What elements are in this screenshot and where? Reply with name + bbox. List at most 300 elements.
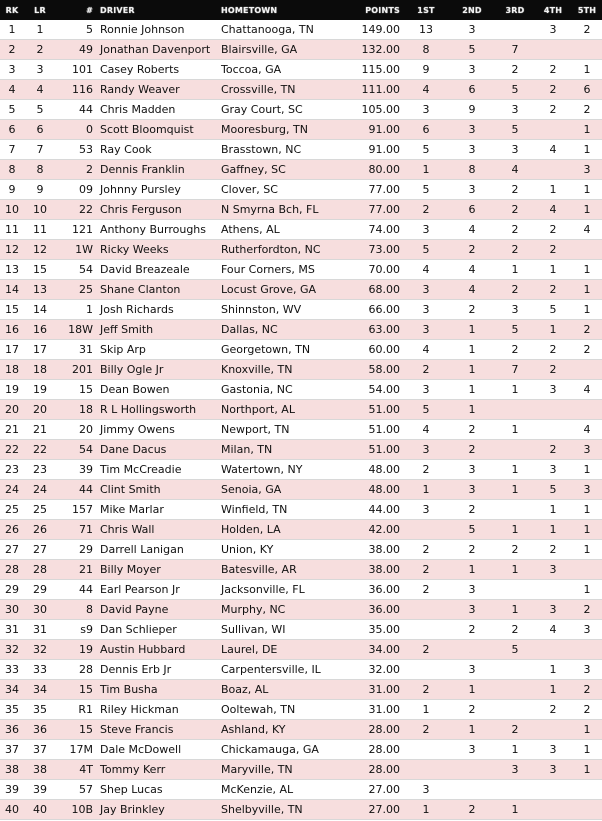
table-row [0, 540, 602, 560]
cell-driver: Billy Moyer [97, 560, 218, 580]
cell-fourth: 2 [534, 700, 572, 720]
cell-driver: Ricky Weeks [97, 240, 218, 260]
cell-fourth: 2 [534, 220, 572, 240]
cell-hometown: Ooltewah, TN [218, 700, 336, 720]
cell-driver: Casey Roberts [97, 60, 218, 80]
cell-third: 1 [496, 800, 534, 820]
cell-rank: 36 [0, 720, 24, 740]
cell-fifth: 1 [572, 60, 602, 80]
cell-last-rank: 14 [24, 300, 56, 320]
cell-first: 2 [404, 560, 448, 580]
cell-hometown: Gray Court, SC [218, 100, 336, 120]
cell-driver: Ronnie Johnson [97, 20, 218, 40]
cell-rank: 23 [0, 460, 24, 480]
cell-hometown: Boaz, AL [218, 680, 336, 700]
cell-first [404, 740, 448, 760]
cell-car-number: 101 [56, 60, 97, 80]
cell-fifth [572, 560, 602, 580]
cell-rank: 39 [0, 780, 24, 800]
cell-points: 73.00 [336, 240, 404, 260]
cell-second: 8 [448, 160, 496, 180]
cell-first: 13 [404, 20, 448, 40]
cell-fourth [534, 420, 572, 440]
cell-last-rank: 2 [24, 40, 56, 60]
cell-driver: Tim Busha [97, 680, 218, 700]
cell-car-number: 28 [56, 660, 97, 680]
table-row [0, 300, 602, 320]
cell-hometown: Toccoa, GA [218, 60, 336, 80]
cell-points: 51.00 [336, 400, 404, 420]
table-row [0, 640, 602, 660]
cell-car-number: 201 [56, 360, 97, 380]
cell-rank: 24 [0, 480, 24, 500]
cell-first: 4 [404, 260, 448, 280]
cell-car-number: 5 [56, 20, 97, 40]
cell-hometown: Holden, LA [218, 520, 336, 540]
cell-driver: Dennis Erb Jr [97, 660, 218, 680]
cell-points: 68.00 [336, 280, 404, 300]
cell-last-rank: 20 [24, 400, 56, 420]
cell-first: 3 [404, 320, 448, 340]
cell-driver: Darrell Lanigan [97, 540, 218, 560]
cell-hometown: Newport, TN [218, 420, 336, 440]
cell-hometown: Northport, AL [218, 400, 336, 420]
cell-driver: Dennis Franklin [97, 160, 218, 180]
cell-car-number: 18W [56, 320, 97, 340]
cell-third: 2 [496, 240, 534, 260]
cell-car-number: 25 [56, 280, 97, 300]
cell-rank: 38 [0, 760, 24, 780]
cell-last-rank: 40 [24, 800, 56, 820]
cell-third: 3 [496, 140, 534, 160]
cell-last-rank: 8 [24, 160, 56, 180]
cell-rank: 8 [0, 160, 24, 180]
cell-last-rank: 11 [24, 220, 56, 240]
cell-hometown: Winfield, TN [218, 500, 336, 520]
cell-car-number: 31 [56, 340, 97, 360]
cell-first: 1 [404, 160, 448, 180]
cell-hometown: Crossville, TN [218, 80, 336, 100]
cell-second: 2 [448, 300, 496, 320]
cell-points: 77.00 [336, 200, 404, 220]
cell-driver: Anthony Burroughs [97, 220, 218, 240]
cell-second: 1 [448, 360, 496, 380]
cell-hometown: Clover, SC [218, 180, 336, 200]
header-last-rank[interactable]: LR [24, 0, 56, 20]
header-driver[interactable]: DRIVER [97, 0, 218, 20]
cell-last-rank: 18 [24, 360, 56, 380]
cell-fifth: 4 [572, 380, 602, 400]
cell-third: 5 [496, 640, 534, 660]
cell-fourth: 2 [534, 60, 572, 80]
cell-second: 1 [448, 380, 496, 400]
cell-first: 2 [404, 460, 448, 480]
cell-rank: 18 [0, 360, 24, 380]
cell-hometown: Milan, TN [218, 440, 336, 460]
cell-second: 1 [448, 340, 496, 360]
cell-first: 3 [404, 280, 448, 300]
cell-rank: 21 [0, 420, 24, 440]
cell-car-number: 121 [56, 220, 97, 240]
cell-hometown: Locust Grove, GA [218, 280, 336, 300]
cell-fifth: 2 [572, 20, 602, 40]
cell-rank: 34 [0, 680, 24, 700]
cell-rank: 10 [0, 200, 24, 220]
cell-hometown: Carpentersville, IL [218, 660, 336, 680]
cell-driver: Chris Wall [97, 520, 218, 540]
cell-second: 4 [448, 260, 496, 280]
cell-driver: Shane Clanton [97, 280, 218, 300]
cell-first [404, 520, 448, 540]
cell-last-rank: 30 [24, 600, 56, 620]
cell-rank: 14 [0, 280, 24, 300]
cell-fifth: 6 [572, 80, 602, 100]
cell-points: 91.00 [336, 120, 404, 140]
cell-driver: Billy Ogle Jr [97, 360, 218, 380]
cell-second: 5 [448, 40, 496, 60]
cell-rank: 19 [0, 380, 24, 400]
header-hometown[interactable]: HOMETOWN [218, 0, 336, 20]
cell-points: 38.00 [336, 540, 404, 560]
cell-hometown: Rutherfordton, NC [218, 240, 336, 260]
table-row [0, 360, 602, 380]
cell-first: 2 [404, 200, 448, 220]
cell-points: 51.00 [336, 440, 404, 460]
cell-car-number: 15 [56, 680, 97, 700]
cell-third: 1 [496, 260, 534, 280]
cell-fifth: 3 [572, 620, 602, 640]
cell-first: 9 [404, 60, 448, 80]
cell-second: 2 [448, 240, 496, 260]
cell-second: 3 [448, 460, 496, 480]
cell-last-rank: 23 [24, 460, 56, 480]
cell-second: 5 [448, 520, 496, 540]
cell-third: 1 [496, 600, 534, 620]
cell-fourth [534, 720, 572, 740]
cell-first: 2 [404, 640, 448, 660]
table-row [0, 180, 602, 200]
header-first[interactable]: 1ST [404, 0, 448, 20]
cell-rank: 11 [0, 220, 24, 240]
cell-last-rank: 28 [24, 560, 56, 580]
cell-third: 1 [496, 560, 534, 580]
header-points[interactable]: POINTS [336, 0, 404, 20]
cell-rank: 28 [0, 560, 24, 580]
cell-driver: Clint Smith [97, 480, 218, 500]
cell-third: 2 [496, 540, 534, 560]
cell-fifth: 1 [572, 120, 602, 140]
cell-points: 42.00 [336, 520, 404, 540]
cell-driver: Dale McDowell [97, 740, 218, 760]
cell-fourth [534, 400, 572, 420]
table-row [0, 40, 602, 60]
cell-first: 3 [404, 220, 448, 240]
cell-first: 3 [404, 300, 448, 320]
cell-fifth [572, 400, 602, 420]
cell-second: 1 [448, 400, 496, 420]
cell-points: 80.00 [336, 160, 404, 180]
cell-hometown: Gastonia, NC [218, 380, 336, 400]
header-rank[interactable]: RK [0, 0, 24, 20]
cell-third [496, 400, 534, 420]
table-row [0, 420, 602, 440]
cell-third: 2 [496, 60, 534, 80]
cell-car-number: 20 [56, 420, 97, 440]
cell-third: 5 [496, 80, 534, 100]
cell-fifth: 3 [572, 660, 602, 680]
cell-second: 3 [448, 480, 496, 500]
header-fifth[interactable]: 5TH [572, 0, 602, 20]
cell-points: 51.00 [336, 420, 404, 440]
cell-second: 3 [448, 740, 496, 760]
cell-rank: 40 [0, 800, 24, 820]
cell-last-rank: 29 [24, 580, 56, 600]
cell-fourth: 2 [534, 360, 572, 380]
cell-points: 32.00 [336, 660, 404, 680]
table-row [0, 780, 602, 800]
cell-hometown: Four Corners, MS [218, 260, 336, 280]
cell-fourth: 2 [534, 440, 572, 460]
cell-fourth: 2 [534, 280, 572, 300]
cell-hometown: Dallas, NC [218, 320, 336, 340]
cell-fifth: 1 [572, 280, 602, 300]
cell-rank: 35 [0, 700, 24, 720]
cell-second: 2 [448, 420, 496, 440]
cell-fifth: 2 [572, 600, 602, 620]
cell-third: 1 [496, 420, 534, 440]
cell-first: 6 [404, 120, 448, 140]
cell-first: 4 [404, 80, 448, 100]
cell-rank: 5 [0, 100, 24, 120]
cell-third: 4 [496, 160, 534, 180]
cell-last-rank: 39 [24, 780, 56, 800]
cell-last-rank: 24 [24, 480, 56, 500]
cell-fifth [572, 640, 602, 660]
header-car-number[interactable]: # [56, 0, 97, 20]
cell-driver: Jeff Smith [97, 320, 218, 340]
cell-first [404, 600, 448, 620]
cell-points: 149.00 [336, 20, 404, 40]
cell-first [404, 660, 448, 680]
cell-last-rank: 26 [24, 520, 56, 540]
header-third[interactable]: 3RD [496, 0, 534, 20]
cell-first: 1 [404, 480, 448, 500]
cell-third [496, 780, 534, 800]
cell-third [496, 500, 534, 520]
cell-fourth [534, 120, 572, 140]
cell-rank: 17 [0, 340, 24, 360]
cell-driver: David Breazeale [97, 260, 218, 280]
cell-fourth [534, 580, 572, 600]
cell-second: 2 [448, 500, 496, 520]
cell-fourth: 2 [534, 240, 572, 260]
cell-second: 2 [448, 700, 496, 720]
cell-last-rank: 6 [24, 120, 56, 140]
cell-second [448, 780, 496, 800]
table-row [0, 520, 602, 540]
cell-car-number: 29 [56, 540, 97, 560]
cell-points: 28.00 [336, 720, 404, 740]
cell-third [496, 440, 534, 460]
cell-points: 58.00 [336, 360, 404, 380]
cell-fourth: 3 [534, 460, 572, 480]
table-row [0, 740, 602, 760]
table-row [0, 120, 602, 140]
cell-car-number: 157 [56, 500, 97, 520]
cell-rank: 9 [0, 180, 24, 200]
cell-third: 2 [496, 180, 534, 200]
cell-third: 5 [496, 320, 534, 340]
cell-fourth [534, 160, 572, 180]
cell-rank: 33 [0, 660, 24, 680]
table-row [0, 160, 602, 180]
cell-fourth: 2 [534, 340, 572, 360]
cell-car-number: 18 [56, 400, 97, 420]
cell-second: 3 [448, 180, 496, 200]
table-row [0, 320, 602, 340]
cell-fifth: 1 [572, 580, 602, 600]
cell-rank: 15 [0, 300, 24, 320]
cell-car-number: 15 [56, 720, 97, 740]
table-row [0, 60, 602, 80]
table-row [0, 600, 602, 620]
cell-first: 2 [404, 540, 448, 560]
cell-second: 4 [448, 280, 496, 300]
cell-third: 2 [496, 280, 534, 300]
cell-last-rank: 9 [24, 180, 56, 200]
cell-rank: 16 [0, 320, 24, 340]
cell-rank: 29 [0, 580, 24, 600]
cell-third: 2 [496, 620, 534, 640]
cell-rank: 12 [0, 240, 24, 260]
cell-car-number: 39 [56, 460, 97, 480]
cell-second: 3 [448, 20, 496, 40]
cell-fourth: 2 [534, 80, 572, 100]
cell-last-rank: 33 [24, 660, 56, 680]
cell-fourth: 4 [534, 200, 572, 220]
cell-hometown: Blairsville, GA [218, 40, 336, 60]
cell-car-number: 116 [56, 80, 97, 100]
cell-hometown: Athens, AL [218, 220, 336, 240]
header-second[interactable]: 2ND [448, 0, 496, 20]
cell-last-rank: 27 [24, 540, 56, 560]
cell-rank: 26 [0, 520, 24, 540]
cell-fifth: 3 [572, 480, 602, 500]
cell-first: 2 [404, 680, 448, 700]
cell-last-rank: 15 [24, 260, 56, 280]
cell-points: 74.00 [336, 220, 404, 240]
cell-last-rank: 37 [24, 740, 56, 760]
cell-first: 3 [404, 780, 448, 800]
cell-third [496, 680, 534, 700]
cell-hometown: Shinnston, WV [218, 300, 336, 320]
cell-driver: Ray Cook [97, 140, 218, 160]
header-fourth[interactable]: 4TH [534, 0, 572, 20]
cell-rank: 32 [0, 640, 24, 660]
cell-car-number: 19 [56, 640, 97, 660]
cell-points: 44.00 [336, 500, 404, 520]
cell-driver: Randy Weaver [97, 80, 218, 100]
header-row [0, 0, 602, 20]
cell-last-rank: 10 [24, 200, 56, 220]
cell-driver: Dane Dacus [97, 440, 218, 460]
cell-second [448, 760, 496, 780]
cell-car-number: 44 [56, 580, 97, 600]
cell-driver: Chris Madden [97, 100, 218, 120]
cell-fourth [534, 40, 572, 60]
cell-rank: 7 [0, 140, 24, 160]
table-row [0, 280, 602, 300]
cell-last-rank: 5 [24, 100, 56, 120]
table-row [0, 800, 602, 820]
cell-last-rank: 32 [24, 640, 56, 660]
cell-third: 2 [496, 220, 534, 240]
table-row [0, 200, 602, 220]
cell-fourth: 1 [534, 320, 572, 340]
cell-driver: Earl Pearson Jr [97, 580, 218, 600]
cell-hometown: Ashland, KY [218, 720, 336, 740]
table-row [0, 220, 602, 240]
cell-first: 4 [404, 420, 448, 440]
cell-fourth: 5 [534, 300, 572, 320]
cell-first: 5 [404, 180, 448, 200]
cell-points: 63.00 [336, 320, 404, 340]
cell-car-number: 71 [56, 520, 97, 540]
cell-first: 3 [404, 100, 448, 120]
cell-fifth: 1 [572, 200, 602, 220]
cell-second: 6 [448, 80, 496, 100]
cell-last-rank: 36 [24, 720, 56, 740]
cell-fifth [572, 780, 602, 800]
cell-points: 38.00 [336, 560, 404, 580]
cell-hometown: Sullivan, WI [218, 620, 336, 640]
cell-fifth: 1 [572, 460, 602, 480]
table-row [0, 620, 602, 640]
cell-fifth: 1 [572, 720, 602, 740]
cell-fourth: 2 [534, 540, 572, 560]
cell-second [448, 640, 496, 660]
cell-first: 3 [404, 500, 448, 520]
cell-third: 3 [496, 760, 534, 780]
cell-third: 2 [496, 340, 534, 360]
cell-driver: Tim McCreadie [97, 460, 218, 480]
cell-fourth: 1 [534, 520, 572, 540]
cell-driver: Josh Richards [97, 300, 218, 320]
cell-fourth: 4 [534, 140, 572, 160]
cell-fifth: 2 [572, 340, 602, 360]
cell-car-number: 17M [56, 740, 97, 760]
cell-last-rank: 1 [24, 20, 56, 40]
cell-last-rank: 34 [24, 680, 56, 700]
table-row [0, 340, 602, 360]
cell-fourth [534, 780, 572, 800]
cell-third: 7 [496, 360, 534, 380]
cell-fourth: 3 [534, 20, 572, 40]
cell-last-rank: 22 [24, 440, 56, 460]
cell-fourth: 1 [534, 660, 572, 680]
cell-driver: Steve Francis [97, 720, 218, 740]
cell-last-rank: 21 [24, 420, 56, 440]
table-row [0, 440, 602, 460]
cell-points: 91.00 [336, 140, 404, 160]
cell-fifth: 1 [572, 520, 602, 540]
cell-car-number: 22 [56, 200, 97, 220]
table-row [0, 20, 602, 40]
cell-first [404, 760, 448, 780]
cell-last-rank: 17 [24, 340, 56, 360]
table-row [0, 80, 602, 100]
cell-last-rank: 7 [24, 140, 56, 160]
